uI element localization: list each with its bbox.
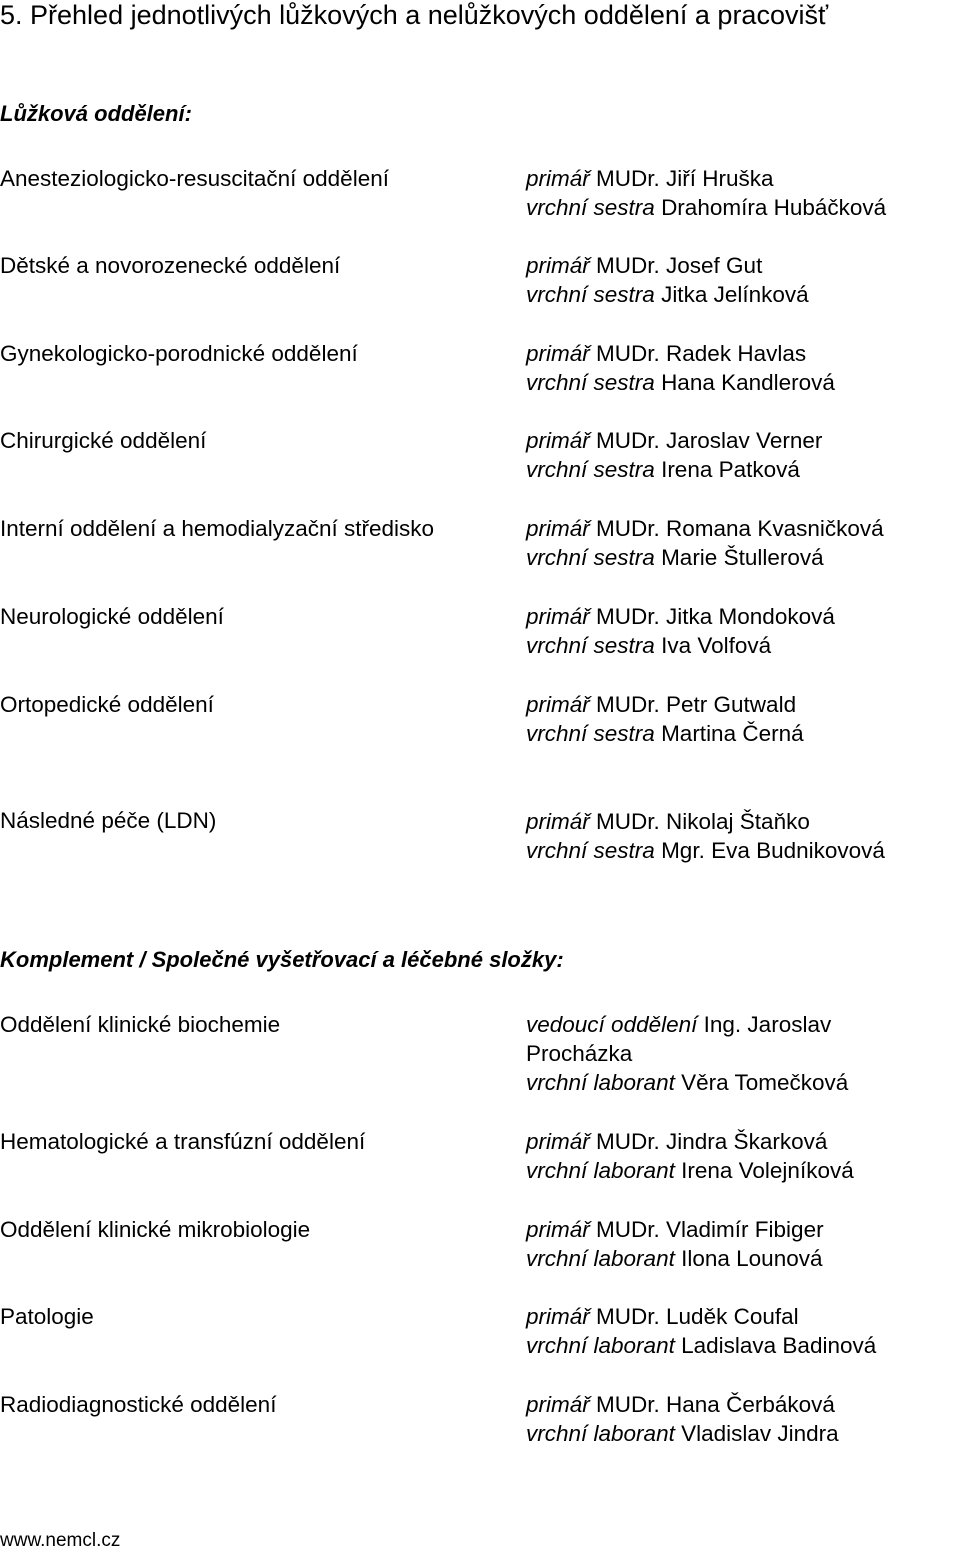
department-name: Ortopedické oddělení xyxy=(0,692,214,717)
department-row xyxy=(0,690,960,750)
nurse-name: Iva Volfová xyxy=(661,633,772,658)
head-role: primář xyxy=(526,692,590,717)
head-role: primář xyxy=(526,1304,590,1329)
head-name: MUDr. Vladimír Fibiger xyxy=(596,1217,824,1242)
department-name: Hematologické a transfúzní oddělení xyxy=(0,1129,366,1154)
department-row xyxy=(0,1127,960,1187)
nurse-role: vrchní sestra xyxy=(526,370,655,395)
department-staff xyxy=(526,514,946,572)
nurse-role: vrchní sestra xyxy=(526,195,655,220)
head-role: vedoucí oddělení xyxy=(526,1012,698,1037)
department-name: Patologie xyxy=(0,1304,94,1329)
head-name: MUDr. Josef Gut xyxy=(596,253,763,278)
department-row xyxy=(0,164,960,224)
head-role: primář xyxy=(526,809,590,834)
nurse-role: vrchní laborant xyxy=(526,1158,675,1183)
complement-section-heading: Komplement / Společné vyšetřovací a léčebné složky: xyxy=(0,947,564,972)
head-name: MUDr. Jindra Škarková xyxy=(596,1129,828,1154)
department-row xyxy=(0,1010,960,1095)
head-name: MUDr. Jitka Mondoková xyxy=(596,604,835,629)
head-role: primář xyxy=(526,1392,590,1417)
footer-url: www.nemcl.cz xyxy=(0,1530,121,1551)
head-role: primář xyxy=(526,341,590,366)
department-name: Následné péče (LDN) xyxy=(0,808,217,833)
head-name: MUDr. Luděk Coufal xyxy=(596,1304,799,1329)
head-name: MUDr. Hana Čerbáková xyxy=(596,1392,835,1417)
department-name: Gynekologicko-porodnické oddělení xyxy=(0,341,358,366)
head-name: Ing. Jaroslav Procházka xyxy=(526,1012,832,1066)
department-staff xyxy=(526,807,946,865)
nurse-name: Drahomíra Hubáčková xyxy=(661,195,887,220)
nurse-name: Mgr. Eva Budnikovová xyxy=(661,838,885,863)
head-role: primář xyxy=(526,1217,590,1242)
department-name: Oddělení klinické biochemie xyxy=(0,1012,281,1037)
nurse-role: vrchní sestra xyxy=(526,457,655,482)
department-staff xyxy=(526,690,946,748)
nurse-role: vrchní laborant xyxy=(526,1246,675,1271)
department-name: Radiodiagnostické oddělení xyxy=(0,1392,277,1417)
bed-section-heading: Lůžková oddělení: xyxy=(0,101,192,126)
nurse-role: vrchní sestra xyxy=(526,721,655,746)
head-role: primář xyxy=(526,1129,590,1154)
nurse-role: vrchní laborant xyxy=(526,1421,675,1446)
department-staff xyxy=(526,1127,946,1185)
head-name: MUDr. Jiří Hruška xyxy=(596,166,774,191)
department-staff xyxy=(526,1010,886,1097)
department-name: Oddělení klinické mikrobiologie xyxy=(0,1217,311,1242)
department-row xyxy=(0,426,960,486)
nurse-name: Hana Kandlerová xyxy=(661,370,835,395)
nurse-name: Ladislava Badinová xyxy=(681,1333,877,1358)
nurse-name: Irena Volejníková xyxy=(681,1158,854,1183)
page-title: 5. Přehled jednotlivých lůžkových a nelůžkových oddělení a pracovišť xyxy=(0,0,829,30)
nurse-role: vrchní sestra xyxy=(526,282,655,307)
department-staff xyxy=(526,1302,946,1360)
department-name: Dětské a novorozenecké oddělení xyxy=(0,253,341,278)
department-staff xyxy=(526,339,946,397)
nurse-name: Věra Tomečková xyxy=(681,1070,849,1095)
head-role: primář xyxy=(526,166,590,191)
department-name: Chirurgické oddělení xyxy=(0,428,207,453)
department-staff xyxy=(526,1390,946,1448)
department-staff xyxy=(526,251,946,309)
department-staff xyxy=(526,1215,946,1273)
department-row xyxy=(0,602,960,662)
nurse-role: vrchní laborant xyxy=(526,1333,675,1358)
department-row xyxy=(0,1215,960,1275)
head-name: MUDr. Radek Havlas xyxy=(596,341,807,366)
nurse-name: Irena Patková xyxy=(661,457,800,482)
nurse-name: Ilona Lounová xyxy=(681,1246,823,1271)
head-role: primář xyxy=(526,253,590,278)
department-row xyxy=(0,514,960,574)
nurse-role: vrchní sestra xyxy=(526,838,655,863)
department-staff xyxy=(526,426,946,484)
department-row xyxy=(0,1302,960,1362)
head-role: primář xyxy=(526,428,590,453)
nurse-name: Marie Štullerová xyxy=(661,545,824,570)
head-name: MUDr. Romana Kvasničková xyxy=(596,516,884,541)
nurse-name: Vladislav Jindra xyxy=(681,1421,839,1446)
department-name: Interní oddělení a hemodialyzační středisko xyxy=(0,516,435,541)
nurse-name: Martina Černá xyxy=(661,721,804,746)
department-row xyxy=(0,339,960,399)
department-row xyxy=(0,1390,960,1450)
department-staff xyxy=(526,164,946,222)
head-role: primář xyxy=(526,604,590,629)
nurse-role: vrchní sestra xyxy=(526,545,655,570)
nurse-role: vrchní laborant xyxy=(526,1070,675,1095)
department-name: Neurologické oddělení xyxy=(0,604,224,629)
department-name: Anesteziologicko-resuscitační oddělení xyxy=(0,166,389,191)
head-name: MUDr. Jaroslav Verner xyxy=(596,428,823,453)
head-role: primář xyxy=(526,516,590,541)
department-row xyxy=(0,251,960,311)
department-staff xyxy=(526,602,946,660)
head-name: MUDr. Petr Gutwald xyxy=(596,692,797,717)
head-name: MUDr. Nikolaj Štaňko xyxy=(596,809,810,834)
department-row xyxy=(0,806,960,866)
nurse-role: vrchní sestra xyxy=(526,633,655,658)
nurse-name: Jitka Jelínková xyxy=(661,282,809,307)
